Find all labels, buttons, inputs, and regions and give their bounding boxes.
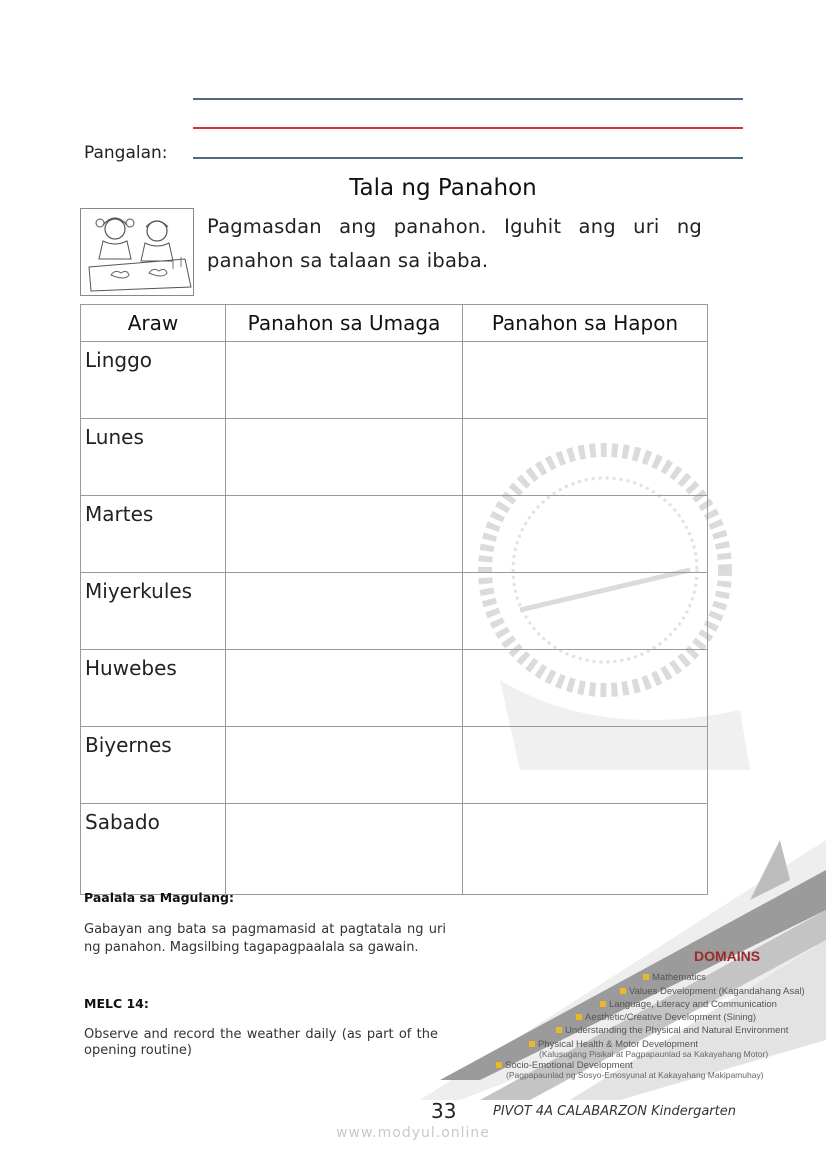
morning-drawing-cell[interactable] [226,573,463,650]
weather-record-table [80,304,708,895]
domains-title: DOMAINS [694,948,761,964]
afternoon-drawing-cell[interactable] [463,496,708,573]
day-cell: Martes [81,496,226,573]
afternoon-drawing-cell[interactable] [463,419,708,496]
melc-text: Observe and record the weather daily (as part of the opening routine) [84,1027,438,1058]
domain-item: Language, Literacy and Communication [600,999,777,1010]
parent-note-text: Gabayan ang bata sa pagmamasid at pagtatala ng uri ng panahon. Magsilbing tagapagpaalala sa gawain. [84,922,446,955]
writing-line-top [193,98,743,100]
day-cell: Biyernes [81,727,226,804]
domain-subtitle: (Pagpapaunlad ng Sosyo-Emosyunal at Kakayahang Makipamuhay) [506,1070,764,1080]
writing-line-bottom[interactable] [193,157,743,159]
domain-item: Physical Health & Motor Development [529,1039,698,1050]
domain-subtitle: (Kalusugang Pisikal at Pagpapaunlad sa Kakayahang Motor) [539,1049,769,1059]
morning-drawing-cell[interactable] [226,727,463,804]
table-row [81,573,708,650]
table-header-row [81,305,708,342]
day-cell: Linggo [81,342,226,419]
header-morning-weather: Panahon sa Umaga [226,305,463,342]
table-row [81,496,708,573]
site-watermark: www.modyul.online [336,1125,490,1141]
footer-text: PIVOT 4A CALABARZON Kindergarten [493,1104,736,1119]
day-cell: Huwebes [81,650,226,727]
afternoon-drawing-cell[interactable] [463,727,708,804]
page-title: Tala ng Panahon [349,175,537,201]
morning-drawing-cell[interactable] [226,419,463,496]
domain-item: Socio-Emotional Development [496,1060,633,1071]
domain-item: Aesthetic/Creative Development (Sining) [576,1012,756,1023]
afternoon-drawing-cell[interactable] [463,650,708,727]
table-row [81,727,708,804]
morning-drawing-cell[interactable] [226,496,463,573]
domain-item: Values Development (Kagandahang Asal) [620,986,805,997]
afternoon-drawing-cell[interactable] [463,342,708,419]
header-day: Araw [81,305,226,342]
morning-drawing-cell[interactable] [226,342,463,419]
melc-heading: MELC 14: [84,996,149,1011]
morning-drawing-cell[interactable] [226,650,463,727]
writing-line-middle [193,127,743,129]
domain-item: Mathematics [643,972,706,983]
table-row [81,342,708,419]
instructions-text: Pagmasdan ang panahon. Iguhit ang uri ng panahon sa talaan sa ibaba. [207,215,702,272]
domain-marker-icon [643,974,649,980]
domain-marker-icon [620,988,626,994]
table-row [81,419,708,496]
domain-marker-icon [496,1062,502,1068]
table-row [81,650,708,727]
domain-marker-icon [576,1014,582,1020]
day-cell: Miyerkules [81,573,226,650]
header-afternoon-weather: Panahon sa Hapon [463,305,708,342]
parent-note-heading: Paalala sa Magulang: [84,890,234,905]
domain-item: Understanding the Physical and Natural Environment [556,1025,788,1036]
afternoon-drawing-cell[interactable] [463,573,708,650]
children-drawing-illustration [80,208,194,296]
domain-marker-icon [600,1001,606,1007]
page-number: 33 [431,1099,457,1123]
domain-marker-icon [556,1027,562,1033]
day-cell: Lunes [81,419,226,496]
day-cell: Sabado [81,804,226,895]
domain-marker-icon [529,1041,535,1047]
name-label: Pangalan: [84,143,168,163]
